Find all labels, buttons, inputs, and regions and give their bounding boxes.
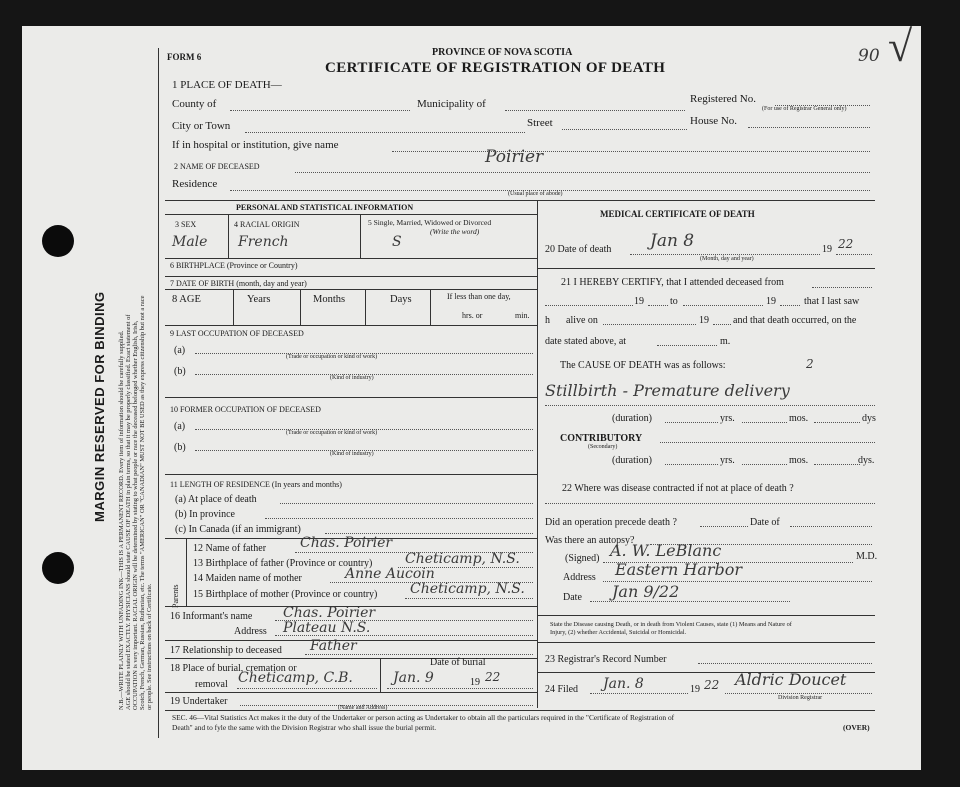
certify-last-saw: that I last saw — [804, 296, 860, 307]
municipality-line — [505, 110, 685, 111]
duration-dys-line-2 — [814, 464, 860, 465]
yrs-label-1: yrs. — [720, 413, 735, 424]
hrs-label: hrs. or — [462, 311, 483, 320]
months-label: Months — [313, 294, 346, 305]
date-of-death-label: 20 Date of death — [545, 244, 612, 255]
death-year-prefix: 19 — [822, 244, 832, 255]
relationship-line — [305, 654, 533, 655]
filed-value: Jan. 8 — [603, 676, 644, 692]
contracted-label: 22 Where was disease contracted if not at place of death ? — [562, 483, 794, 494]
registrar-record-line — [698, 663, 872, 664]
house-label: House No. — [690, 115, 738, 127]
race-divider — [360, 214, 361, 258]
yrs-label-2: yrs. — [720, 455, 735, 466]
sec46-line-2: Death" and to fyle the same with the Division Registrar who shall issue the burial permit. — [172, 723, 437, 732]
city-label: City or Town — [172, 120, 231, 132]
residence-in-canada: (c) In Canada (if an immigrant) — [175, 524, 301, 535]
dob-label: 7 DATE OF BIRTH (month, day and year) — [170, 279, 307, 288]
death-year-value: 22 — [838, 237, 854, 251]
sec46-line-1: SEC. 46—Vital Statistics Act makes it the duty of the Undertaker or person acting as Undertaker to obtain all the particulars required in the "Certificate of Registration of — [172, 713, 675, 722]
medical-rule-23 — [537, 642, 875, 643]
marital-value: S — [392, 234, 402, 250]
certify-from-date-line — [545, 305, 633, 306]
hospital-label: If in hospital or institution, give name — [172, 139, 339, 151]
binding-hole-top — [42, 225, 74, 257]
mother-label: 14 Maiden name of mother — [193, 573, 302, 584]
sex-label: 3 SEX — [175, 220, 197, 229]
mother-birthplace-line — [405, 598, 533, 599]
mother-value: Anne Aucoin — [345, 566, 435, 582]
former-occ-industry-note: (Kind of industry) — [330, 451, 374, 457]
certificate-title: CERTIFICATE OF REGISTRATION OF DEATH — [325, 60, 666, 76]
row-rule-19 — [165, 692, 537, 693]
place-of-death-label: 1 PLACE OF DEATH— — [172, 79, 282, 91]
personal-header-rule — [165, 214, 537, 215]
margin-instructions-4: Scotch, French, German, Russian, Ruthenian, etc. The terms "AMERICAN" OR "CANADIAN" MUST NOT BE USED as they express citizenship but not a race — [139, 295, 146, 710]
column-divider — [537, 200, 538, 708]
margin-reserved-label: MARGIN RESERVED FOR BINDING — [92, 291, 107, 522]
former-occ-b: (b) — [174, 442, 186, 453]
certify-m: m. — [720, 336, 731, 347]
less-than-day-label: If less than one day, — [447, 292, 511, 301]
parents-divider — [186, 538, 187, 606]
certify-line-1: 21 I HEREBY CERTIFY, that I attended deceased from — [561, 277, 784, 288]
race-value: French — [238, 234, 289, 250]
name-line — [295, 172, 870, 173]
registered-label: Registered No. — [690, 93, 756, 105]
duration-dys-line-1 — [814, 422, 860, 423]
burial-divider — [380, 658, 381, 692]
section-divider — [165, 200, 875, 201]
informant-address-label: Address — [234, 626, 267, 637]
left-frame-line — [158, 48, 159, 738]
signed-label: (Signed) — [565, 553, 600, 564]
age-divider-1 — [233, 289, 234, 325]
mother-birthplace-value: Cheticamp, N.S. — [410, 581, 525, 597]
row-rule-11 — [165, 474, 537, 475]
residence-label: Residence — [172, 178, 218, 190]
informant-label: 16 Informant's name — [170, 611, 253, 622]
date-of-death-value: Jan 8 — [650, 231, 695, 251]
certify-to-year-line — [780, 305, 800, 306]
sex-value: Male — [172, 234, 208, 250]
medical-rule-21 — [537, 268, 875, 269]
dys-label-2: dys. — [858, 455, 875, 466]
certify-from-line — [812, 287, 872, 288]
residence-in-canada-line — [325, 533, 533, 534]
former-occ-trade-note: (Trade or occupation or kind of work) — [286, 430, 378, 436]
street-line — [562, 129, 687, 130]
margin-instructions-2: AGE should be stated EXACTLY. PHYSICIANS should state CAUSE OF DEATH in plain terms, so that it may be properly classified. Exact statement of — [125, 314, 132, 710]
former-occ-a: (a) — [174, 421, 186, 432]
informant-address-value: Plateau N.S. — [283, 620, 371, 636]
doctor-date-line — [590, 601, 790, 602]
house-line — [748, 127, 870, 128]
street-label: Street — [527, 117, 553, 129]
age-label: 8 AGE — [172, 294, 201, 305]
father-birthplace-label: 13 Birthplace of father (Province or country) — [193, 558, 373, 569]
burial-year-value: 22 — [485, 670, 501, 684]
duration-mos-line-2 — [742, 464, 787, 465]
mother-birthplace-label: 15 Birthplace of mother (Province or country) — [193, 589, 378, 600]
row-rule-8 — [165, 289, 537, 290]
date-of-death-note: (Month, day and year) — [700, 256, 754, 262]
doctor-address-value: Eastern Harbor — [615, 560, 743, 579]
medical-header: MEDICAL CERTIFICATE OF DEATH — [600, 209, 755, 219]
doctor-date-value: Jan 9/22 — [612, 582, 680, 601]
informant-value: Chas. Poirier — [283, 605, 376, 621]
filed-year-prefix: 19 — [690, 684, 700, 695]
birthplace-label: 6 BIRTHPLACE (Province or Country) — [170, 261, 298, 270]
residence-in-province: (b) In province — [175, 509, 235, 520]
autopsy-label: Was there an autopsy? — [545, 535, 635, 546]
certify-date-stated: date stated above, at — [545, 336, 627, 347]
father-birthplace-value: Cheticamp, N.S. — [405, 551, 520, 567]
certify-to-date-line — [683, 305, 763, 306]
burial-date-value: Jan. 9 — [393, 670, 434, 686]
certify-19-c: 19 — [699, 315, 709, 326]
last-occ-b: (b) — [174, 366, 186, 377]
certify-19-b: 19 — [766, 296, 776, 307]
residence-length-label: 11 LENGTH OF RESIDENCE (In years and months) — [170, 480, 342, 489]
burial-date-label: Date of burial — [430, 657, 486, 668]
certify-19-a: 19 — [634, 296, 644, 307]
removal-label: removal — [195, 679, 228, 690]
county-label: County of — [172, 98, 217, 110]
row-rule-6 — [165, 258, 537, 259]
relationship-label: 17 Relationship to deceased — [170, 645, 282, 656]
last-occ-trade-note: (Trade or occupation or kind of work) — [286, 354, 378, 360]
marital-note: (Write the word) — [430, 227, 480, 236]
date-of-death-line — [630, 254, 820, 255]
state-note-2: Injury, (2) whether Accidental, Suicidal or Homicidal. — [550, 629, 687, 636]
certify-from-year-line — [648, 305, 668, 306]
binding-hole-bottom — [42, 552, 74, 584]
residence-in-province-line — [265, 518, 533, 519]
former-occupation-label: 10 FORMER OCCUPATION OF DECEASED — [170, 405, 321, 414]
marital-label: 5 Single, Married, Widowed or Divorced — [368, 218, 492, 227]
last-occ-industry-note: (Kind of industry) — [330, 375, 374, 381]
certify-death-occurred: and that death occurred, on the — [733, 315, 857, 326]
burial-place-value: Cheticamp, C.B. — [238, 670, 353, 686]
operation-label: Did an operation precede death ? — [545, 517, 677, 528]
burial-year-prefix: 19 — [470, 677, 480, 688]
certify-to: to — [670, 296, 678, 307]
margin-instructions-1: N.B.—WRITE PLAINLY WITH UNFADING INK—THIS IS A PERMANENT RECORD. Every item of information should be carefully supplied. — [118, 330, 125, 710]
age-divider-4 — [430, 289, 431, 325]
duration-yrs-line-1 — [665, 422, 718, 423]
burial-place-line — [237, 688, 377, 689]
secondary-note: (Secondary) — [588, 444, 618, 450]
relationship-value: Father — [310, 638, 357, 654]
operation-date-line — [790, 526, 872, 527]
certify-alive-on: alive on — [566, 315, 598, 326]
age-divider-3 — [365, 289, 366, 325]
registered-note: (For use of Registrar General only) — [762, 106, 847, 112]
mos-label-1: mos. — [789, 413, 809, 424]
city-line — [245, 132, 525, 133]
contracted-line — [545, 503, 875, 504]
footer-divider — [165, 710, 875, 711]
cause-line — [545, 405, 875, 406]
undertaker-label: 19 Undertaker — [170, 696, 228, 707]
personal-header: PERSONAL AND STATISTICAL INFORMATION — [236, 203, 414, 212]
sex-divider — [228, 214, 229, 258]
certify-alive-line — [603, 324, 696, 325]
duration-label-1: (duration) — [612, 413, 652, 424]
death-year-line — [836, 254, 872, 255]
name-label: 2 NAME OF DECEASED — [174, 162, 260, 171]
duration-yrs-line-2 — [665, 464, 718, 465]
last-occupation-label: 9 LAST OCCUPATION OF DECEASED — [170, 329, 304, 338]
filed-label: 24 Filed — [545, 684, 579, 695]
last-occ-a: (a) — [174, 345, 186, 356]
age-divider-2 — [300, 289, 301, 325]
residence-at-place-line — [280, 503, 533, 504]
filed-line — [590, 693, 688, 694]
state-note-1: State the Disease causing Death, or in death from Violent Causes, state (1) Means and Nature of — [550, 621, 792, 628]
min-label: min. — [515, 311, 530, 320]
contributory-line — [660, 442, 875, 443]
row-rule-7 — [165, 276, 537, 277]
checkmark-icon: √ — [888, 22, 913, 71]
province-title: PROVINCE OF NOVA SCOTIA — [432, 47, 573, 58]
registrar-record-label: 23 Registrar's Record Number — [545, 654, 667, 665]
cause-mark: 2 — [806, 357, 814, 371]
father-label: 12 Name of father — [193, 543, 267, 554]
certify-h: h — [545, 315, 550, 326]
hospital-line — [392, 151, 870, 152]
duration-label-2: (duration) — [612, 455, 652, 466]
deceased-name: Poirier — [485, 147, 544, 167]
mos-label-2: mos. — [789, 455, 809, 466]
signed-value: A. W. LeBlanc — [610, 541, 722, 560]
residence-note: (Usual place of abode) — [508, 191, 563, 197]
over-label: (OVER) — [843, 723, 870, 732]
contributory-label: CONTRIBUTORY — [560, 433, 643, 444]
corner-mark: 90 — [858, 46, 880, 66]
years-label: Years — [247, 294, 271, 305]
dys-label-1: dys — [862, 413, 876, 424]
row-rule-10 — [165, 397, 537, 398]
cause-of-death-label: The CAUSE OF DEATH was as follows: — [560, 360, 726, 371]
registrar-signature: Aldric Doucet — [735, 670, 847, 689]
burial-place-label: 18 Place of burial, cremation or — [170, 663, 297, 674]
doctor-date-label: Date — [563, 592, 582, 603]
md-label: M.D. — [856, 551, 878, 562]
cause-of-death-value: Stillbirth - Premature delivery — [545, 381, 790, 400]
duration-mos-line-1 — [742, 422, 787, 423]
father-value: Chas. Poirier — [300, 535, 393, 551]
race-label: 4 RACIAL ORIGIN — [234, 220, 300, 229]
municipality-label: Municipality of — [417, 98, 486, 110]
undertaker-note: (Name and Address) — [338, 705, 388, 711]
margin-instructions-3: OCCUPATION is very important. RACIAL ORIGIN will be determined by stating to what people or race the deceased belonged whether English, Irish, — [132, 320, 139, 710]
registrar-note: Division Registrar — [778, 695, 823, 701]
doctor-address-label: Address — [563, 572, 596, 583]
burial-date-line — [387, 688, 533, 689]
registrar-sign-line — [725, 693, 872, 694]
parents-label: Parents — [171, 584, 180, 608]
certify-time-line — [657, 345, 717, 346]
filed-year-value: 22 — [704, 678, 720, 692]
margin-instructions-5: or people. See instructions on back of Certificate. — [146, 583, 153, 710]
days-label: Days — [390, 294, 412, 305]
operation-line — [700, 526, 748, 527]
form-number: FORM 6 — [167, 52, 202, 62]
county-line — [230, 110, 410, 111]
operation-date-label: Date of — [750, 517, 780, 528]
residence-at-place: (a) At place of death — [175, 494, 257, 505]
medical-rule-note — [537, 615, 875, 616]
certify-alive-year-line — [713, 324, 731, 325]
row-rule-9 — [165, 325, 537, 326]
